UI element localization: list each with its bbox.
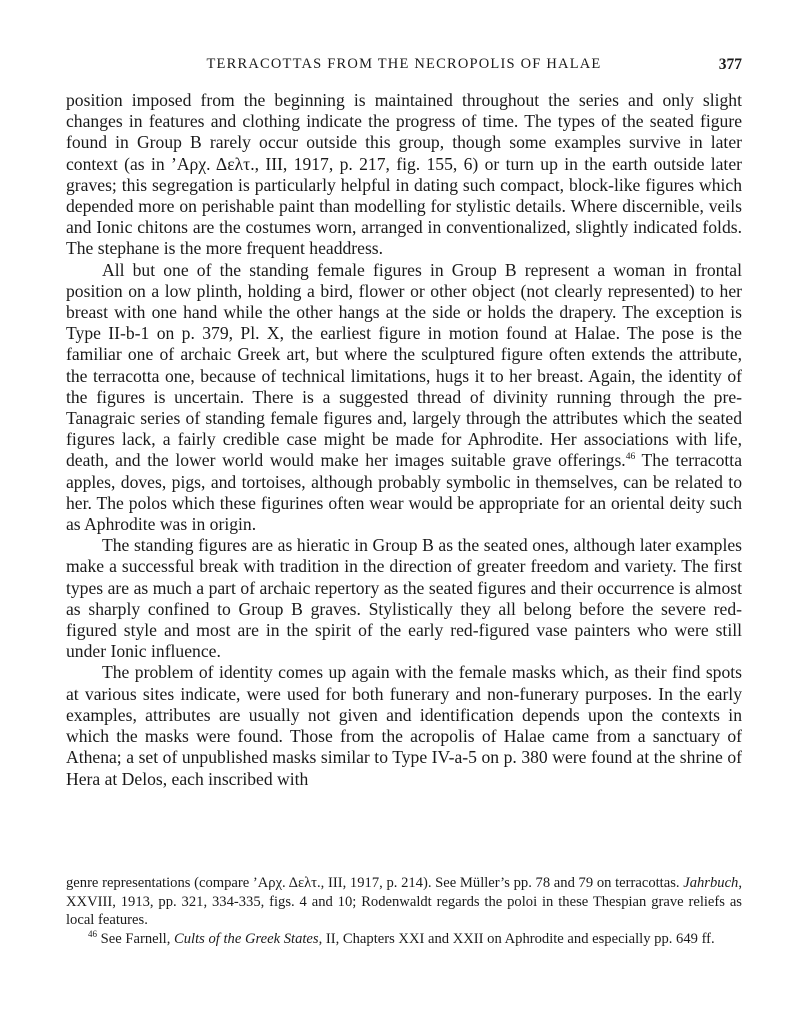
journal-title: Jahrbuch: [683, 875, 739, 891]
paragraph-3: The standing figures are as hieratic in Group B as the seated ones, although later examples make a successful break with tradition in the direction of greater freedom and variety. The first types are as much a part of archaic repertory as the seated figures and their occurrence is almost as sharply confined to Group B graves. Stylistically they all belong before the severe red-figured style and most are in the spirit of the early red-figured vase painters who were still under Ionic influence.: [66, 535, 742, 662]
book-title: Cults of the Greek States: [174, 930, 319, 947]
paragraph-2: [66, 260, 742, 536]
page-header: [66, 56, 742, 78]
footnote-continuation: [66, 874, 742, 930]
main-text: [66, 90, 742, 790]
running-title: TERRACOTTAS FROM THE NECROPOLIS OF HALAE: [206, 56, 602, 72]
footnotes: [66, 874, 742, 948]
paragraph-2-text-b: The terracotta apples, doves, pigs, and tortoises, although probably symbolic in themselves, can be related to her. The polos which these figurines often wear would be appropriate for an oriental deity such as Aphrodite was in origin.: [66, 450, 743, 535]
footnote-46: [66, 930, 742, 949]
paragraph-2-text-a: All but one of the standing female figures in Group B represent a woman in frontal position on a low plinth, holding a bird, flower or other object (not clearly represented) to her breast with one hand while the other hangs at the side or holds the drapery. The exception is Type II-b-1 on p. 379, Pl. X, the earliest figure in motion found at Halae. The pose is the familiar one of archaic Greek art, but where the sculptured figure often extends the attribute, the terracotta one, because of technical limitations, hugs it to her breast. Again, the identity of the figures is uncertain. There is a suggested thread of divinity running through the pre-Tanagraic series of standing female figures and, largely through the attributes which the seated figures lack, a fairly credible case might be made for Aphrodite. Her associations with life, death, and the lower world would make her images suitable grave offerings.: [66, 259, 742, 471]
footnote-continuation-text-b: , XXVIII, 1913, pp. 321, 334-335, figs. 4 and 10; Rodenwaldt regards the poloi in these Thespian grave reliefs as local features.: [66, 875, 742, 929]
footnote-46-text-a: See Farnell,: [97, 930, 175, 947]
footnote-46-marker: 46: [88, 928, 97, 939]
footnote-continuation-text-a: genre representations (compare ’Αρχ. Δελτ., III, 1917, p. 214). See Müller’s pp. 78 and 79 on terracottas.: [66, 875, 684, 891]
page-number: 377: [718, 56, 742, 73]
footnote-ref-46[interactable]: 46: [625, 452, 636, 463]
footnote-46-text-b: , II, Chapters XXI and XXII on Aphrodite and especially pp. 649 ff.: [318, 930, 715, 947]
paragraph-4: The problem of identity comes up again with the female masks which, as their find spots at various sites indicate, were used for both funerary and non-funerary purposes. In the early examples, attributes are usually not given and identification depends upon the contexts in which the masks were found. Those from the acropolis of Halae came from a sanctuary of Athena; a set of unpublished masks similar to Type IV-a-5 on p. 380 were found at the shrine of Hera at Delos, each inscribed with: [66, 662, 742, 789]
paragraph-1: position imposed from the beginning is maintained throughout the series and only slight changes in features and clothing indicate the progress of time. The types of the seated figure found in Group B rarely occur outside this group, though some examples survive in later context (as in ’Αρχ. Δελτ., III, 1917, p. 217, fig. 155, 6) or turn up in the earth outside later graves; this segregation is particularly helpful in dating such compact, block-like figures which depended more on perishable paint than modelling for stylistic details. Where discernible, veils and Ionic chitons are the costumes worn, arranged in conventionalized, slightly indicated folds. The stephane is the more frequent headdress.: [66, 90, 742, 259]
